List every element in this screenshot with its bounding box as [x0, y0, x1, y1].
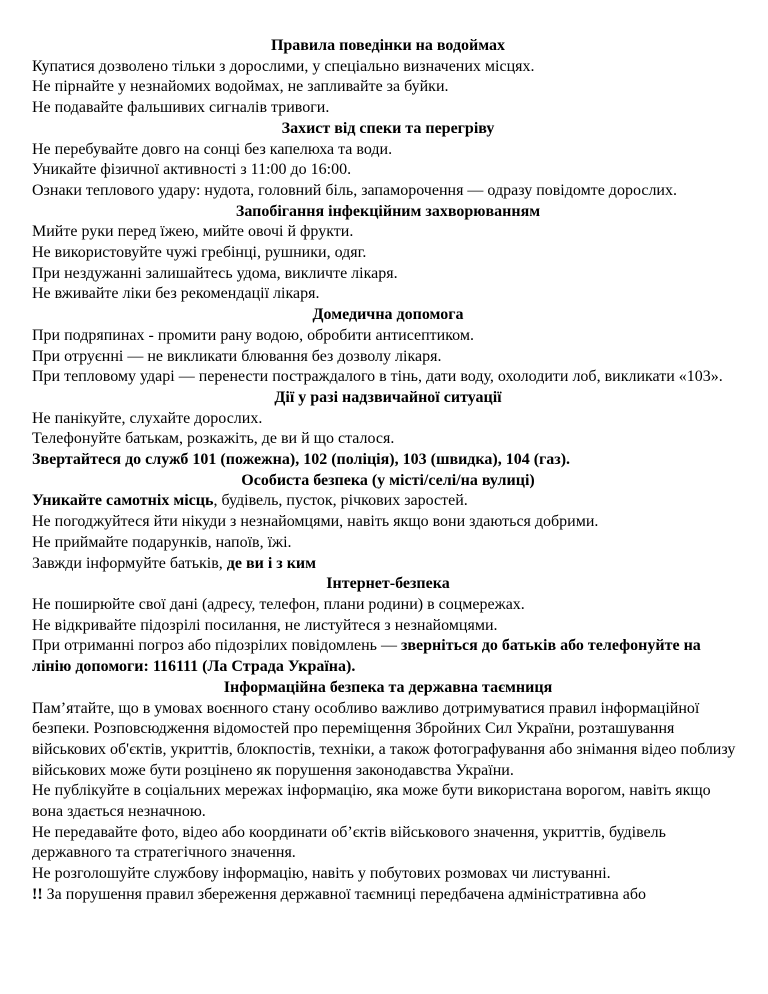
- paragraph: Не поширюйте свої дані (адресу, телефон, плани родини) в соцмережах.: [32, 595, 525, 613]
- emphasis-text: Уникайте самотніх місць: [32, 492, 214, 510]
- paragraph: При нездужанні залишайтесь удома, викличте лікаря.: [32, 264, 398, 282]
- paragraph: Не передавайте фото, відео або координати об’єктів військового значення, укриттів, будівель державного та стратегічного значення.: [32, 823, 666, 862]
- section-heading-heat-protection: Захист від спеки та перегріву: [281, 119, 495, 137]
- section-heading-personal-safety: Особиста безпека (у місті/селі/на вулиці): [241, 471, 535, 489]
- paragraph: Не розголошуйте службову інформацію, навіть у побутових розмовах чи листуванні.: [32, 865, 611, 883]
- section-heading-emergency: Дії у разі надзвичайної ситуації: [274, 388, 502, 406]
- section-heading-information-security: Інформаційна безпека та державна таємниця: [223, 678, 553, 696]
- paragraph: Не пірнайте у незнайомих водоймах, не запливайте за буйки.: [32, 78, 449, 96]
- paragraph: Не погоджуйтеся йти нікуди з незнайомцями, навіть якщо вони здаються добрими.: [32, 513, 599, 531]
- document-page: [32, 36, 744, 906]
- section-heading-water-safety: Правила поведінки на водоймах: [270, 37, 506, 54]
- emphasis-text: де ви і з ким: [226, 554, 317, 572]
- section-heading-first-aid: Домедична допомога: [312, 306, 464, 324]
- paragraph: Не публікуйте в соціальних мережах інформацію, яка може бути використана ворогом, навіть якщо вона здається незначною.: [32, 782, 711, 821]
- paragraph-text: При отриманні погроз або підозрілих повідомлень —: [32, 637, 401, 655]
- paragraph: При тепловому ударі — перенести постраждалого в тінь, дати воду, охолодити лоб, викликати «103».: [32, 368, 723, 386]
- paragraph: [32, 636, 744, 677]
- emergency-numbers: Звертайтеся до служб 101 (пожежна), 102 (поліція), 103 (швидка), 104 (газ).: [32, 451, 571, 469]
- paragraph: Не використовуйте чужі гребінці, рушники, одяг.: [32, 244, 367, 262]
- warning-mark: !!: [32, 885, 43, 903]
- paragraph: Не панікуйте, слухайте дорослих.: [32, 409, 263, 427]
- warning-paragraph: [32, 885, 744, 906]
- paragraph: Не приймайте подарунків, напоїв, їжі.: [32, 533, 292, 551]
- paragraph: Ознаки теплового удару: нудота, головний біль, запаморочення — одразу повідомте дорослих.: [32, 181, 677, 199]
- paragraph: [32, 554, 744, 575]
- paragraph-text: За порушення правил збереження державної таємниці передбачена адміністративна або: [42, 885, 646, 903]
- paragraph: Не вживайте ліки без рекомендації лікаря.: [32, 285, 320, 303]
- paragraph: Не перебувайте довго на сонці без капелюха та води.: [32, 140, 393, 158]
- paragraph: Не відкривайте підозрілі посилання, не листуйтеся з незнайомцями.: [32, 616, 498, 634]
- paragraph: Мийте руки перед їжею, мийте овочі й фрукти.: [32, 223, 354, 241]
- paragraph: Уникайте фізичної активності з 11:00 до 16:00.: [32, 161, 352, 179]
- paragraph-text: Завжди інформуйте батьків,: [32, 554, 227, 572]
- paragraph: Купатися дозволено тільки з дорослими, у спеціально визначених місцях.: [32, 57, 535, 75]
- paragraph: [32, 491, 744, 512]
- paragraph: Пам’ятайте, що в умовах воєнного стану особливо важливо дотримуватися правил інформаційної безпеки. Розповсюдження відомостей про переміщення Збройних Сил України, розташування військових об'єктів, укриттів, блокпостів, техніки, а також фотографування або знімання відео поблизу військових може бути розцінено як порушення законодавства України.: [32, 699, 736, 779]
- paragraph: Не подавайте фальшивих сигналів тривоги.: [32, 99, 330, 117]
- helpline-text: зверніться до батьків або телефонуйте на лінію допомоги: 116111 (Ла Страда Україна).: [32, 637, 701, 676]
- paragraph: При отруєнні — не викликати блювання без дозволу лікаря.: [32, 347, 442, 365]
- paragraph-text: , будівель, пусток, річкових заростей.: [213, 492, 468, 510]
- section-heading-infection-prevention: Запобігання інфекційним захворюванням: [235, 202, 541, 220]
- paragraph: При подряпинах - промити рану водою, обробити антисептиком.: [32, 326, 474, 344]
- paragraph: Телефонуйте батькам, розкажіть, де ви й що сталося.: [32, 430, 395, 448]
- section-heading-internet-safety: Інтернет-безпека: [326, 575, 450, 593]
